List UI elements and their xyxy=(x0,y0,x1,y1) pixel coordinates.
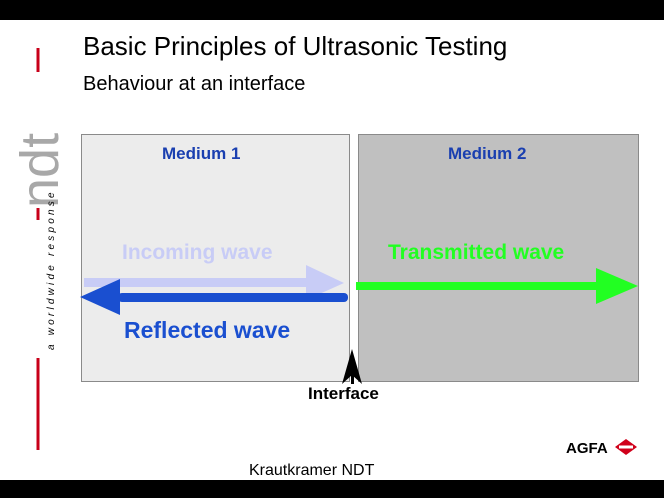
transmitted-wave-label: Transmitted wave xyxy=(388,241,565,264)
slide-title: Basic Principles of Ultrasonic Testing xyxy=(83,31,508,61)
incoming-wave-label: Incoming wave xyxy=(122,241,273,264)
ndt-logo: ndt xyxy=(10,132,70,208)
slide-subtitle: Behaviour at an interface xyxy=(83,73,306,95)
bottom-black-bar xyxy=(0,480,664,498)
brand-tagline: a worldwide response xyxy=(46,189,57,350)
medium-1-label: Medium 1 xyxy=(162,144,241,163)
medium-2-label: Medium 2 xyxy=(448,144,527,163)
agfa-logo xyxy=(566,436,640,458)
footer-text: Krautkramer NDT xyxy=(249,462,375,479)
interface-pointer-arrow xyxy=(342,349,362,384)
reflected-wave-label: Reflected wave xyxy=(124,317,291,343)
agfa-logo-text: AGFA xyxy=(566,440,608,457)
transmitted-wave-arrow xyxy=(356,268,638,304)
interface-label: Interface xyxy=(308,384,379,403)
